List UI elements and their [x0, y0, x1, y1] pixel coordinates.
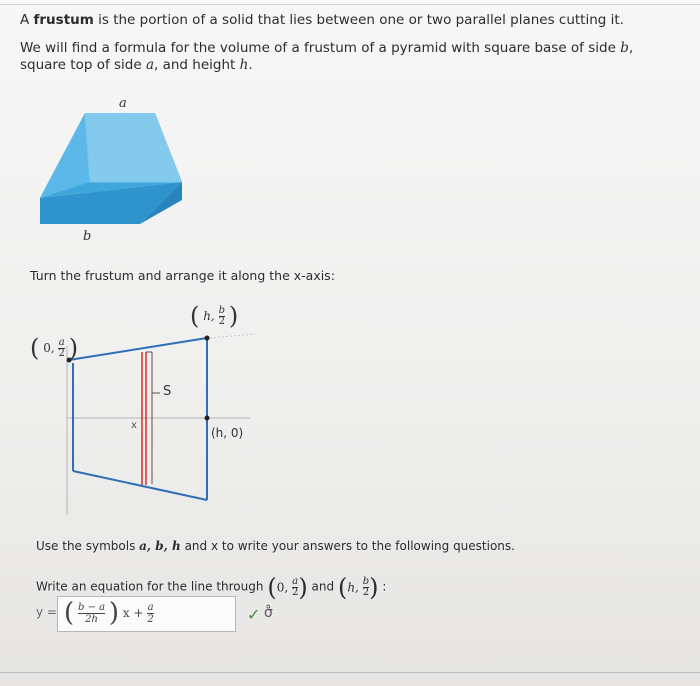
q-point-lead: h, — [347, 580, 359, 594]
point-top-lead: h, — [203, 309, 215, 323]
q-point-lead: 0, — [276, 580, 289, 594]
turn-instruction: Turn the frustum and arrange it along the x-axis: — [30, 268, 335, 283]
extension-line — [210, 334, 255, 338]
answer-lhs: y = — [36, 605, 57, 619]
instruction-text: and x to write your answers to the following questions. — [180, 539, 515, 553]
retry-icon[interactable]: σ̊ — [264, 605, 273, 621]
frac-den: 2 — [291, 586, 299, 598]
intro-text: is the portion of a solid that lies between one or two parallel planes cutting it. — [93, 12, 624, 28]
intro-text: A — [20, 12, 34, 28]
label-b: b — [83, 229, 92, 244]
intro-text: , and height — [154, 57, 240, 73]
question-and: and — [311, 579, 335, 594]
frac-num: a — [292, 575, 299, 587]
frac-den: 2 — [58, 347, 65, 359]
question-point-2: (h, $\frac{b}{2}$ ) — [337, 573, 379, 601]
answer-frac-2 — [147, 602, 153, 625]
question-text: Write an equation for the line through — [36, 579, 264, 594]
frac-num: b − a — [77, 601, 106, 613]
frac-num: a — [58, 336, 65, 348]
frac-num: a — [147, 601, 154, 613]
intro-text: . — [248, 57, 253, 73]
point-axis — [205, 416, 210, 421]
point-left-frac — [58, 338, 64, 359]
symbols-instruction — [36, 539, 515, 553]
var-b: b — [620, 40, 629, 56]
intro-text: , square top of side — [20, 40, 634, 73]
frac-num: b — [218, 304, 225, 316]
answer-expression: ( $\frac{b - a}{2h}$ ) x + $\frac{a}{2}$ — [64, 598, 154, 628]
frac-den: 2h — [78, 613, 105, 625]
bottom-divider — [0, 672, 700, 673]
symbol-list: a, b, h — [139, 539, 181, 553]
point-left-label: ( 0, $\frac{a}{2}$ ) — [30, 334, 79, 362]
answer-x-plus: x + — [122, 606, 144, 620]
point-top — [205, 336, 210, 341]
frustum-term: frustum — [33, 12, 94, 28]
x-mark-label: x — [131, 420, 137, 431]
frac-den: 2 — [362, 586, 370, 598]
point-top-label: ( h, $\frac{b}{2}$ ) — [190, 302, 239, 330]
label-a: a — [119, 96, 127, 111]
bottom-edge-line — [73, 471, 207, 500]
answer-frac — [78, 602, 105, 625]
question-colon: : — [382, 579, 387, 594]
question-point-1: (0, $\frac{a}{2}$ ) — [267, 573, 308, 601]
intro-text: We will find a formula for the volume of a frustum of a pyramid with square base of side — [20, 40, 621, 56]
frac-num: b — [362, 575, 370, 587]
check-icon: ✓ — [247, 605, 261, 624]
instruction-text: Use the symbols — [36, 539, 140, 553]
var-a: a — [145, 57, 155, 73]
top-edge-line — [69, 338, 207, 360]
s-label: S — [163, 384, 172, 399]
frac-den: 2 — [218, 315, 225, 327]
frac-den: 2 — [147, 613, 154, 625]
point-top-frac — [219, 306, 225, 327]
answer-input[interactable] — [57, 596, 236, 632]
var-h: h — [239, 57, 249, 73]
point-left-lead: 0, — [43, 341, 55, 355]
point-axis-label: (h, 0) — [211, 426, 244, 440]
